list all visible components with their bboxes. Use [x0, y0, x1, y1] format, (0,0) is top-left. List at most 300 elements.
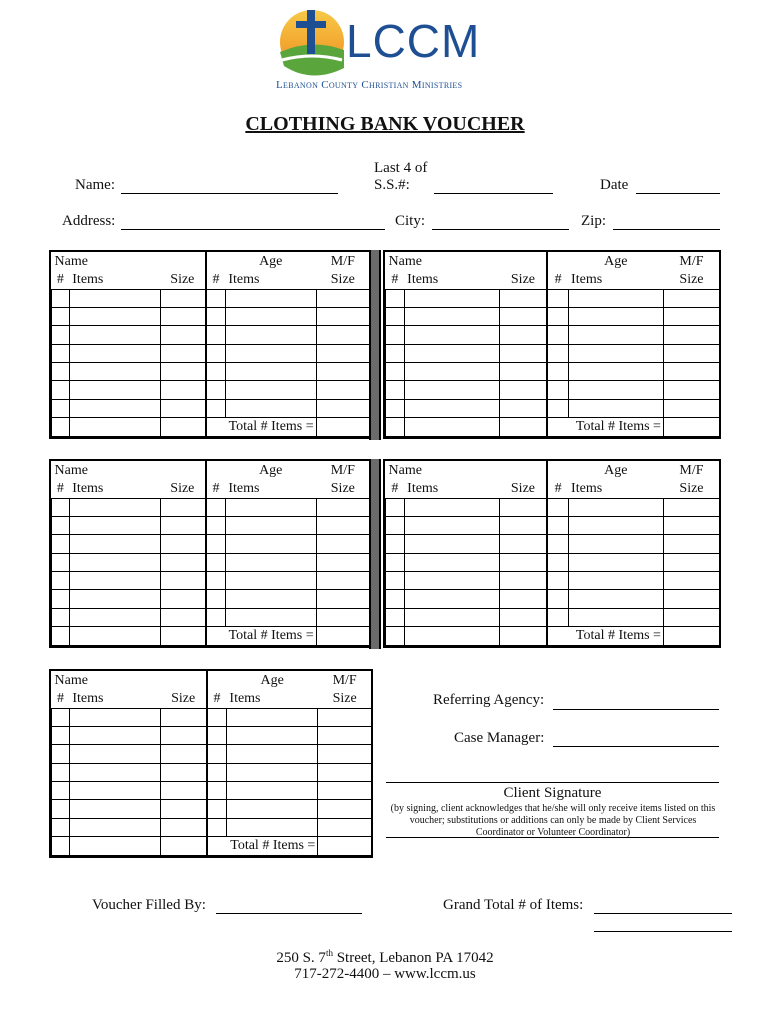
item-cell[interactable]	[316, 516, 369, 534]
item-cell[interactable]	[663, 363, 719, 381]
item-cell[interactable]	[404, 289, 499, 307]
table-divider	[369, 459, 381, 649]
table-row	[52, 344, 370, 362]
footer-contact: 717-272-4400 – www.lccm.us	[294, 966, 476, 982]
item-cell[interactable]	[500, 289, 548, 307]
total-items-cell[interactable]	[316, 418, 369, 436]
total-items-cell[interactable]	[663, 627, 719, 645]
total-items-cell[interactable]	[318, 837, 372, 855]
item-cell[interactable]	[207, 708, 227, 726]
referring-agency-field[interactable]	[553, 709, 719, 710]
item-cell[interactable]	[161, 763, 207, 781]
item-cell[interactable]	[500, 590, 548, 608]
date-field[interactable]	[636, 193, 720, 194]
item-cell[interactable]	[316, 326, 369, 344]
item-cell[interactable]	[225, 363, 316, 381]
item-cell[interactable]	[404, 326, 499, 344]
item-cell[interactable]	[500, 572, 548, 590]
table-header-row	[52, 690, 372, 708]
item-cell[interactable]	[316, 572, 369, 590]
item-cell[interactable]	[318, 782, 372, 800]
total-row	[52, 418, 370, 436]
item-cell[interactable]	[225, 498, 316, 516]
table-row	[386, 326, 720, 344]
item-cell[interactable]	[568, 572, 663, 590]
item-cell[interactable]	[404, 344, 499, 362]
table-row	[52, 800, 372, 818]
item-cell[interactable]	[568, 516, 663, 534]
item-cell[interactable]	[568, 307, 663, 325]
item-cell[interactable]	[568, 498, 663, 516]
item-cell[interactable]	[316, 608, 369, 626]
ssn-label-line2: S.S.#:	[374, 177, 410, 193]
item-cell[interactable]	[663, 307, 719, 325]
item-cell[interactable]	[52, 608, 70, 626]
item-cell[interactable]	[161, 708, 207, 726]
item-cell[interactable]	[69, 800, 160, 818]
item-cell[interactable]	[568, 608, 663, 626]
item-cell[interactable]	[568, 535, 663, 553]
item-cell[interactable]	[500, 326, 548, 344]
item-cell[interactable]	[207, 818, 227, 836]
item-cell[interactable]	[69, 782, 160, 800]
item-cell[interactable]	[500, 535, 548, 553]
item-cell[interactable]	[568, 363, 663, 381]
item-cell[interactable]	[226, 782, 317, 800]
item-cell[interactable]	[568, 399, 663, 417]
item-cell[interactable]	[547, 535, 568, 553]
item-cell[interactable]	[160, 344, 205, 362]
total-items-label: Total # Items =	[547, 627, 663, 645]
mf-header: M/F	[330, 463, 355, 478]
size-header: Size	[316, 480, 369, 498]
item-cell[interactable]	[386, 344, 405, 362]
voucher-filled-by-field[interactable]	[216, 913, 362, 914]
item-cell[interactable]	[318, 763, 372, 781]
table-row	[52, 572, 370, 590]
item-cell[interactable]	[500, 363, 548, 381]
item-cell[interactable]	[386, 363, 405, 381]
items-header: Items	[568, 271, 663, 289]
table-header-row	[52, 461, 370, 480]
mf-header: M/F	[332, 673, 357, 688]
item-cell[interactable]	[500, 627, 548, 645]
item-cell[interactable]	[547, 363, 568, 381]
item-cell[interactable]	[69, 498, 160, 516]
item-cell[interactable]	[52, 516, 70, 534]
item-cell[interactable]	[386, 572, 405, 590]
item-cell[interactable]	[386, 381, 405, 399]
item-cell[interactable]	[663, 608, 719, 626]
item-cell[interactable]	[206, 289, 226, 307]
item-cell[interactable]	[226, 800, 317, 818]
item-cell[interactable]	[206, 516, 226, 534]
item-cell[interactable]	[386, 553, 405, 571]
item-cell[interactable]	[69, 726, 160, 744]
item-cell[interactable]	[225, 326, 316, 344]
item-cell[interactable]	[316, 535, 369, 553]
item-cell[interactable]	[69, 381, 160, 399]
item-cell[interactable]	[52, 837, 70, 855]
table-header-row	[386, 480, 720, 498]
item-cell[interactable]	[160, 535, 205, 553]
item-cell[interactable]	[161, 800, 207, 818]
item-cell[interactable]	[316, 399, 369, 417]
item-cell[interactable]	[386, 590, 405, 608]
item-cell[interactable]	[160, 363, 205, 381]
item-cell[interactable]	[316, 498, 369, 516]
item-cell[interactable]	[663, 572, 719, 590]
item-cell[interactable]	[52, 498, 70, 516]
item-cell[interactable]	[547, 289, 568, 307]
item-cell[interactable]	[547, 381, 568, 399]
item-cell[interactable]	[69, 572, 160, 590]
item-cell[interactable]	[226, 708, 317, 726]
name-field[interactable]	[121, 193, 338, 194]
item-cell[interactable]	[386, 326, 405, 344]
item-cell[interactable]	[386, 289, 405, 307]
item-cell[interactable]	[206, 363, 226, 381]
item-cell[interactable]	[52, 782, 70, 800]
item-cell[interactable]	[52, 745, 70, 763]
item-cell[interactable]	[404, 535, 499, 553]
age-header: Age	[604, 254, 628, 269]
item-cell[interactable]	[52, 418, 70, 436]
item-cell[interactable]	[206, 608, 226, 626]
item-cell[interactable]	[160, 307, 205, 325]
grand-total-field[interactable]	[594, 913, 732, 914]
signature-note: (by signing, client acknowledges that he/she will only receive items listed on this voucher; substitutions or additions can only be made by Client Services Coordinator or Volunteer Coordinator)	[390, 803, 716, 838]
item-cell[interactable]	[69, 763, 160, 781]
item-cell[interactable]	[69, 344, 160, 362]
item-cell[interactable]	[404, 399, 499, 417]
item-cell[interactable]	[206, 344, 226, 362]
item-cell[interactable]	[69, 363, 160, 381]
item-cell[interactable]	[226, 763, 317, 781]
item-cell[interactable]	[160, 418, 205, 436]
item-cell[interactable]	[386, 307, 405, 325]
item-cell[interactable]	[318, 800, 372, 818]
item-cell[interactable]	[207, 763, 227, 781]
item-cell[interactable]	[69, 818, 160, 836]
size-header: Size	[160, 480, 205, 498]
table-row	[386, 572, 720, 590]
item-cell[interactable]	[52, 289, 70, 307]
item-cell[interactable]	[52, 553, 70, 571]
item-cell[interactable]	[318, 745, 372, 763]
table-row	[386, 363, 720, 381]
item-cell[interactable]	[52, 381, 70, 399]
item-cell[interactable]	[160, 289, 205, 307]
item-cell[interactable]	[386, 535, 405, 553]
item-cell[interactable]	[500, 608, 548, 626]
item-cell[interactable]	[69, 608, 160, 626]
item-cell[interactable]	[69, 399, 160, 417]
item-cell[interactable]	[161, 818, 207, 836]
item-cell[interactable]	[404, 572, 499, 590]
item-cell[interactable]	[52, 399, 70, 417]
item-cell[interactable]	[52, 307, 70, 325]
voucher-table-1	[49, 250, 371, 439]
total-items-cell[interactable]	[663, 418, 719, 436]
table-header-row	[52, 271, 370, 289]
item-cell[interactable]	[69, 627, 160, 645]
size-header: Size	[663, 480, 719, 498]
item-cell[interactable]	[547, 326, 568, 344]
zip-field[interactable]	[613, 229, 720, 230]
item-cell[interactable]	[316, 553, 369, 571]
table-row	[52, 726, 372, 744]
item-cell[interactable]	[206, 307, 226, 325]
item-cell[interactable]	[52, 590, 70, 608]
table-row	[52, 708, 372, 726]
item-cell[interactable]	[404, 307, 499, 325]
item-cell[interactable]	[52, 535, 70, 553]
address-field[interactable]	[121, 229, 385, 230]
grand-total-label: Grand Total # of Items:	[443, 897, 584, 913]
client-signature-label: Client Signature	[503, 785, 602, 801]
item-cell[interactable]	[568, 553, 663, 571]
item-cell[interactable]	[404, 381, 499, 399]
ssn-field[interactable]	[434, 193, 553, 194]
total-items-cell[interactable]	[316, 627, 369, 645]
item-cell[interactable]	[207, 726, 227, 744]
item-cell[interactable]	[500, 418, 548, 436]
item-cell[interactable]	[568, 326, 663, 344]
item-cell[interactable]	[206, 572, 226, 590]
item-cell[interactable]	[547, 307, 568, 325]
item-cell[interactable]	[52, 800, 70, 818]
item-cell[interactable]	[226, 745, 317, 763]
logo-wordmark: LCCM	[346, 15, 481, 67]
total-items-label: Total # Items =	[206, 418, 317, 436]
num-header: #	[52, 690, 70, 708]
item-cell[interactable]	[500, 516, 548, 534]
item-cell[interactable]	[500, 381, 548, 399]
item-cell[interactable]	[69, 289, 160, 307]
item-cell[interactable]	[500, 498, 548, 516]
item-cell[interactable]	[318, 818, 372, 836]
case-manager-field[interactable]	[553, 746, 719, 747]
item-cell[interactable]	[663, 590, 719, 608]
item-cell[interactable]	[568, 590, 663, 608]
item-cell[interactable]	[52, 627, 70, 645]
item-cell[interactable]	[404, 418, 499, 436]
table-row	[52, 745, 372, 763]
item-cell[interactable]	[568, 344, 663, 362]
item-cell[interactable]	[404, 553, 499, 571]
item-cell[interactable]	[386, 498, 405, 516]
item-cell[interactable]	[160, 399, 205, 417]
item-cell[interactable]	[160, 553, 205, 571]
item-cell[interactable]	[318, 726, 372, 744]
item-cell[interactable]	[404, 608, 499, 626]
items-header: Items	[69, 480, 160, 498]
address-label: Address:	[62, 213, 116, 229]
item-cell[interactable]	[161, 745, 207, 763]
item-cell[interactable]	[547, 344, 568, 362]
item-cell[interactable]	[225, 553, 316, 571]
item-cell[interactable]	[160, 326, 205, 344]
item-cell[interactable]	[404, 363, 499, 381]
item-cell[interactable]	[316, 590, 369, 608]
item-cell[interactable]	[52, 572, 70, 590]
item-cell[interactable]	[52, 763, 70, 781]
age-header: Age	[259, 254, 283, 269]
item-cell[interactable]	[69, 326, 160, 344]
item-cell[interactable]	[206, 498, 226, 516]
item-cell[interactable]	[404, 590, 499, 608]
item-cell[interactable]	[52, 326, 70, 344]
item-cell[interactable]	[69, 553, 160, 571]
item-cell[interactable]	[206, 590, 226, 608]
item-cell[interactable]	[404, 498, 499, 516]
item-cell[interactable]	[225, 572, 316, 590]
item-cell[interactable]	[316, 381, 369, 399]
item-cell[interactable]	[69, 307, 160, 325]
item-cell[interactable]	[69, 837, 160, 855]
item-cell[interactable]	[206, 326, 226, 344]
item-cell[interactable]	[69, 418, 160, 436]
item-cell[interactable]	[225, 590, 316, 608]
item-cell[interactable]	[386, 516, 405, 534]
items-header: Items	[404, 271, 499, 289]
item-cell[interactable]	[161, 782, 207, 800]
table-row	[52, 498, 370, 516]
city-label: City:	[395, 213, 426, 229]
table-row	[52, 307, 370, 325]
item-cell[interactable]	[226, 818, 317, 836]
item-cell[interactable]	[316, 363, 369, 381]
item-cell[interactable]	[225, 344, 316, 362]
item-cell[interactable]	[225, 535, 316, 553]
item-cell[interactable]	[160, 572, 205, 590]
item-cell[interactable]	[160, 516, 205, 534]
table-row	[52, 289, 370, 307]
item-cell[interactable]	[547, 516, 568, 534]
item-cell[interactable]	[161, 837, 207, 855]
item-cell[interactable]	[52, 344, 70, 362]
item-cell[interactable]	[225, 289, 316, 307]
items-header: Items	[568, 480, 663, 498]
spacer	[547, 461, 568, 480]
item-cell[interactable]	[226, 726, 317, 744]
item-cell[interactable]	[225, 516, 316, 534]
item-cell[interactable]	[547, 572, 568, 590]
item-cell[interactable]	[547, 399, 568, 417]
items-header: Items	[225, 480, 316, 498]
item-cell[interactable]	[404, 516, 499, 534]
item-cell[interactable]	[207, 782, 227, 800]
item-cell[interactable]	[206, 535, 226, 553]
item-cell[interactable]	[69, 745, 160, 763]
item-cell[interactable]	[663, 535, 719, 553]
item-cell[interactable]	[160, 608, 205, 626]
items-header: Items	[226, 690, 317, 708]
item-cell[interactable]	[52, 818, 70, 836]
item-cell[interactable]	[160, 381, 205, 399]
case-manager-label: Case Manager:	[454, 730, 545, 746]
item-cell[interactable]	[547, 608, 568, 626]
spacer	[547, 252, 568, 271]
item-cell[interactable]	[207, 745, 227, 763]
size-header: Size	[500, 480, 548, 498]
table-row	[386, 307, 720, 325]
item-cell[interactable]	[663, 399, 719, 417]
item-cell[interactable]	[663, 381, 719, 399]
grand-total-field-2[interactable]	[594, 931, 732, 932]
name-header: Name	[388, 463, 422, 478]
item-cell[interactable]	[547, 553, 568, 571]
item-cell[interactable]	[500, 553, 548, 571]
item-cell[interactable]	[500, 399, 548, 417]
item-cell[interactable]	[206, 381, 226, 399]
item-cell[interactable]	[386, 399, 405, 417]
item-cell[interactable]	[547, 498, 568, 516]
item-cell[interactable]	[386, 608, 405, 626]
table-row	[386, 535, 720, 553]
item-cell[interactable]	[206, 399, 226, 417]
item-cell[interactable]	[316, 289, 369, 307]
item-cell[interactable]	[69, 590, 160, 608]
item-cell[interactable]	[225, 307, 316, 325]
item-cell[interactable]	[663, 553, 719, 571]
item-cell[interactable]	[52, 708, 70, 726]
item-cell[interactable]	[225, 399, 316, 417]
table-row	[386, 516, 720, 534]
item-cell[interactable]	[316, 307, 369, 325]
item-cell[interactable]	[206, 553, 226, 571]
item-cell[interactable]	[316, 344, 369, 362]
item-cell[interactable]	[386, 627, 405, 645]
total-items-label: Total # Items =	[206, 627, 317, 645]
item-cell[interactable]	[160, 498, 205, 516]
item-cell[interactable]	[547, 590, 568, 608]
table-row	[386, 498, 720, 516]
item-cell[interactable]	[318, 708, 372, 726]
item-cell[interactable]	[568, 289, 663, 307]
item-cell[interactable]	[663, 516, 719, 534]
item-cell[interactable]	[52, 726, 70, 744]
item-cell[interactable]	[663, 344, 719, 362]
item-cell[interactable]	[207, 800, 227, 818]
item-cell[interactable]	[160, 627, 205, 645]
table-divider	[369, 250, 381, 440]
item-cell[interactable]	[663, 326, 719, 344]
item-cell[interactable]	[161, 726, 207, 744]
spacer	[207, 671, 227, 690]
total-row	[386, 418, 720, 436]
item-cell[interactable]	[663, 289, 719, 307]
item-cell[interactable]	[404, 627, 499, 645]
item-cell[interactable]	[69, 535, 160, 553]
item-cell[interactable]	[52, 363, 70, 381]
item-cell[interactable]	[500, 307, 548, 325]
client-signature-field[interactable]	[386, 782, 719, 783]
item-cell[interactable]	[69, 708, 160, 726]
age-header: Age	[259, 463, 283, 478]
item-cell[interactable]	[160, 590, 205, 608]
city-field[interactable]	[432, 229, 569, 230]
item-cell[interactable]	[225, 381, 316, 399]
item-cell[interactable]	[568, 381, 663, 399]
item-cell[interactable]	[500, 344, 548, 362]
num-header: #	[386, 271, 405, 289]
item-cell[interactable]	[69, 516, 160, 534]
item-cell[interactable]	[225, 608, 316, 626]
item-cell[interactable]	[386, 418, 405, 436]
item-cell[interactable]	[663, 498, 719, 516]
